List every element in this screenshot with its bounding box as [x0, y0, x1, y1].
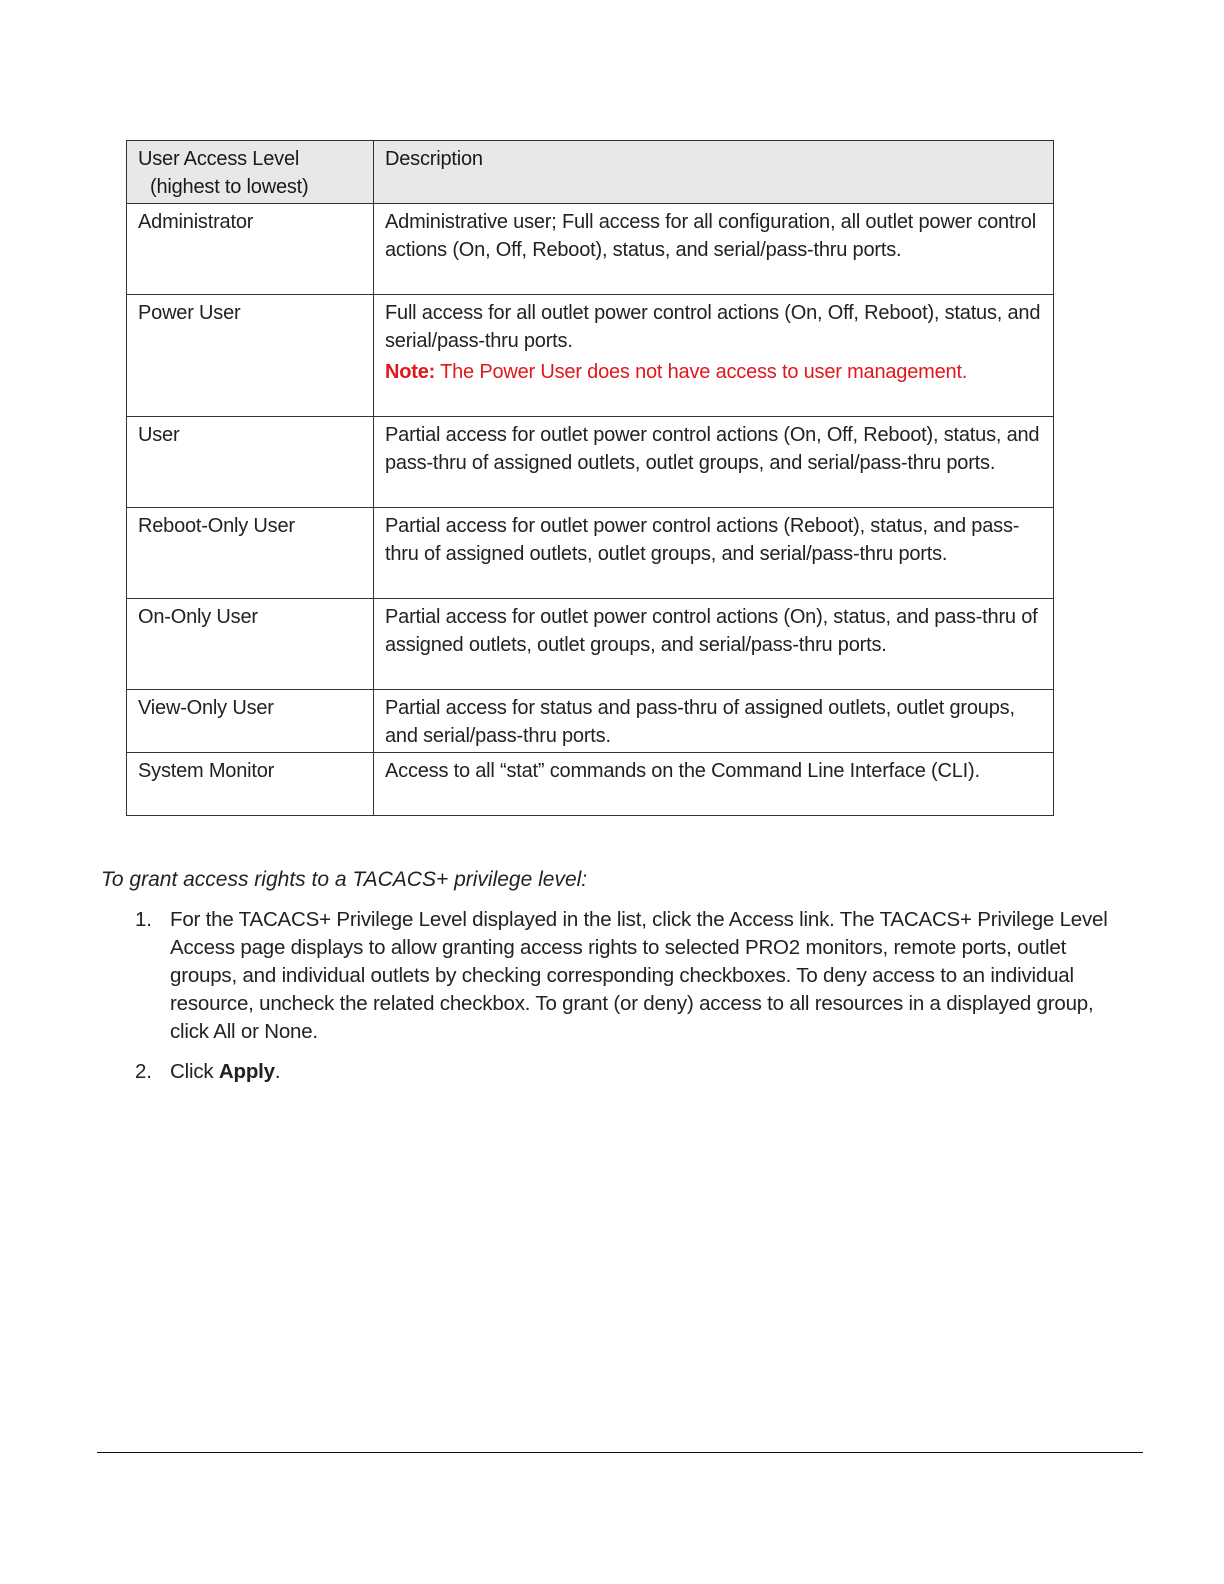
step-bold-apply: Apply	[218, 1060, 275, 1083]
description-cell: Partial access for outlet power control actions (On), status, and pass-thru of assigned outlets, outlet groups, and serial/pass-thru ports.	[374, 599, 1054, 690]
footer-divider	[97, 1452, 1143, 1453]
procedure-title: To grant access rights to a TACACS+ privilege level:	[101, 868, 588, 891]
header-level-line1: User Access Level	[138, 148, 300, 170]
step-item	[135, 906, 1125, 1046]
description-cell: Access to all “stat” commands on the Command Line Interface (CLI).	[374, 753, 1054, 816]
table-row	[127, 753, 1054, 816]
header-level-line2: (highest to lowest)	[150, 176, 309, 198]
table-header-row	[127, 141, 1054, 204]
step-number: 2.	[135, 1060, 152, 1083]
level-cell: Reboot-Only User	[127, 508, 374, 599]
step-text-after: .	[274, 1060, 281, 1083]
step-number: 1.	[135, 908, 152, 931]
description-cell: Partial access for outlet power control actions (Reboot), status, and pass-thru of assigned outlets, outlet groups, and serial/pass-thru ports.	[374, 508, 1054, 599]
description-cell: Partial access for status and pass-thru of assigned outlets, outlet groups, and serial/pass-thru ports.	[374, 690, 1054, 753]
level-cell: System Monitor	[127, 753, 374, 816]
level-cell: On-Only User	[127, 599, 374, 690]
level-cell: User	[127, 417, 374, 508]
procedure-steps	[135, 906, 1125, 1098]
table-row	[127, 508, 1054, 599]
table-row	[127, 204, 1054, 295]
level-cell: View-Only User	[127, 690, 374, 753]
user-access-levels-table	[126, 140, 1054, 816]
header-description: Description	[374, 141, 1054, 204]
table-row	[127, 417, 1054, 508]
step-text: For the TACACS+ Privilege Level displayed in the list, click the Access link. The TACACS+ Privilege Level Access page displays to allow granting access rights to selected PRO2 monitors, remote ports, outlet groups, and individual outlets by checking corresponding checkboxes. To deny access to an individual resource, uncheck the related checkbox. To grant (or deny) access to all resources in a displayed group, click All or None.	[170, 908, 1108, 1043]
note-label: Note:	[385, 361, 436, 383]
header-user-access-level	[127, 141, 374, 204]
table-row	[127, 295, 1054, 417]
level-cell: Power User	[127, 295, 374, 417]
description-text: Full access for all outlet power control actions (On, Off, Reboot), status, and serial/pass-thru ports.	[385, 302, 1041, 352]
step-item	[135, 1058, 1125, 1086]
table-row	[127, 690, 1054, 753]
description-cell: Administrative user; Full access for all configuration, all outlet power control actions (On, Off, Reboot), status, and serial/pass-thru ports.	[374, 204, 1054, 295]
description-cell: Partial access for outlet power control actions (On, Off, Reboot), status, and pass-thru of assigned outlets, outlet groups, and serial/pass-thru ports.	[374, 417, 1054, 508]
level-cell: Administrator	[127, 204, 374, 295]
note-text: The Power User does not have access to user management.	[435, 361, 968, 383]
step-text-before: Click	[170, 1060, 219, 1083]
note	[385, 358, 1043, 386]
description-cell	[374, 295, 1054, 417]
table-row	[127, 599, 1054, 690]
